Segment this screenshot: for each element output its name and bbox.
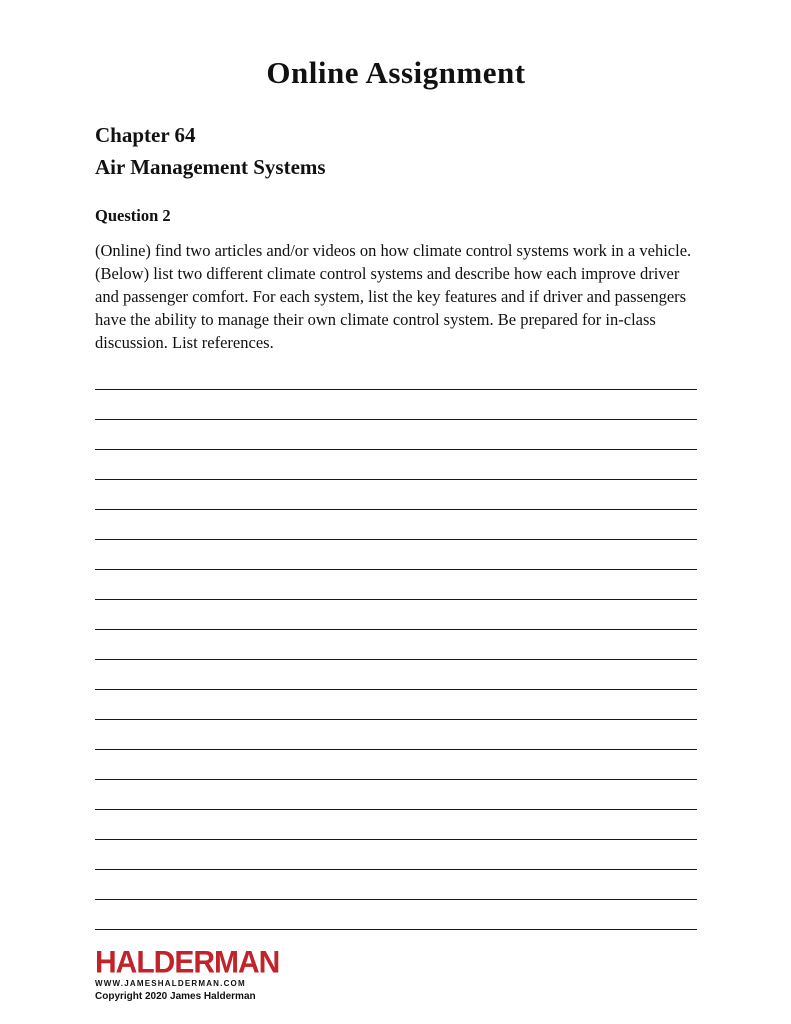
footer bbox=[95, 945, 280, 1002]
answer-line bbox=[95, 870, 697, 900]
answer-line bbox=[95, 360, 697, 390]
answer-line bbox=[95, 720, 697, 750]
page-title: Online Assignment bbox=[266, 55, 526, 90]
answer-lines bbox=[95, 360, 697, 930]
answer-line bbox=[95, 600, 697, 630]
question-label: Question 2 bbox=[95, 206, 171, 225]
answer-line bbox=[95, 420, 697, 450]
answer-line bbox=[95, 690, 697, 720]
answer-line bbox=[95, 480, 697, 510]
halderman-logo: HALDERMAN bbox=[95, 945, 280, 981]
answer-line bbox=[95, 840, 697, 870]
chapter-number: Chapter 64 bbox=[95, 123, 196, 147]
answer-line bbox=[95, 810, 697, 840]
question-text: (Online) find two articles and/or videos on how climate control systems work in a vehicle. (Below) list two different climate control systems and describe how each improve driver and passenger comfort. For each system, list the key features and if driver and passengers have the ability to manage their own climate control system. Be prepared for in-class discussion. List references. bbox=[95, 241, 692, 352]
answer-line bbox=[95, 780, 697, 810]
answer-line bbox=[95, 900, 697, 930]
footer-copyright: Copyright 2020 James Halderman bbox=[95, 991, 256, 1002]
answer-line bbox=[95, 570, 697, 600]
answer-line bbox=[95, 660, 697, 690]
answer-line bbox=[95, 630, 697, 660]
answer-line bbox=[95, 390, 697, 420]
chapter-title: Air Management Systems bbox=[95, 155, 326, 179]
footer-website: WWW.JAMESHALDERMAN.COM bbox=[95, 979, 246, 988]
answer-line bbox=[95, 750, 697, 780]
answer-line bbox=[95, 510, 697, 540]
worksheet-content bbox=[95, 0, 697, 930]
answer-line bbox=[95, 450, 697, 480]
answer-line bbox=[95, 540, 697, 570]
